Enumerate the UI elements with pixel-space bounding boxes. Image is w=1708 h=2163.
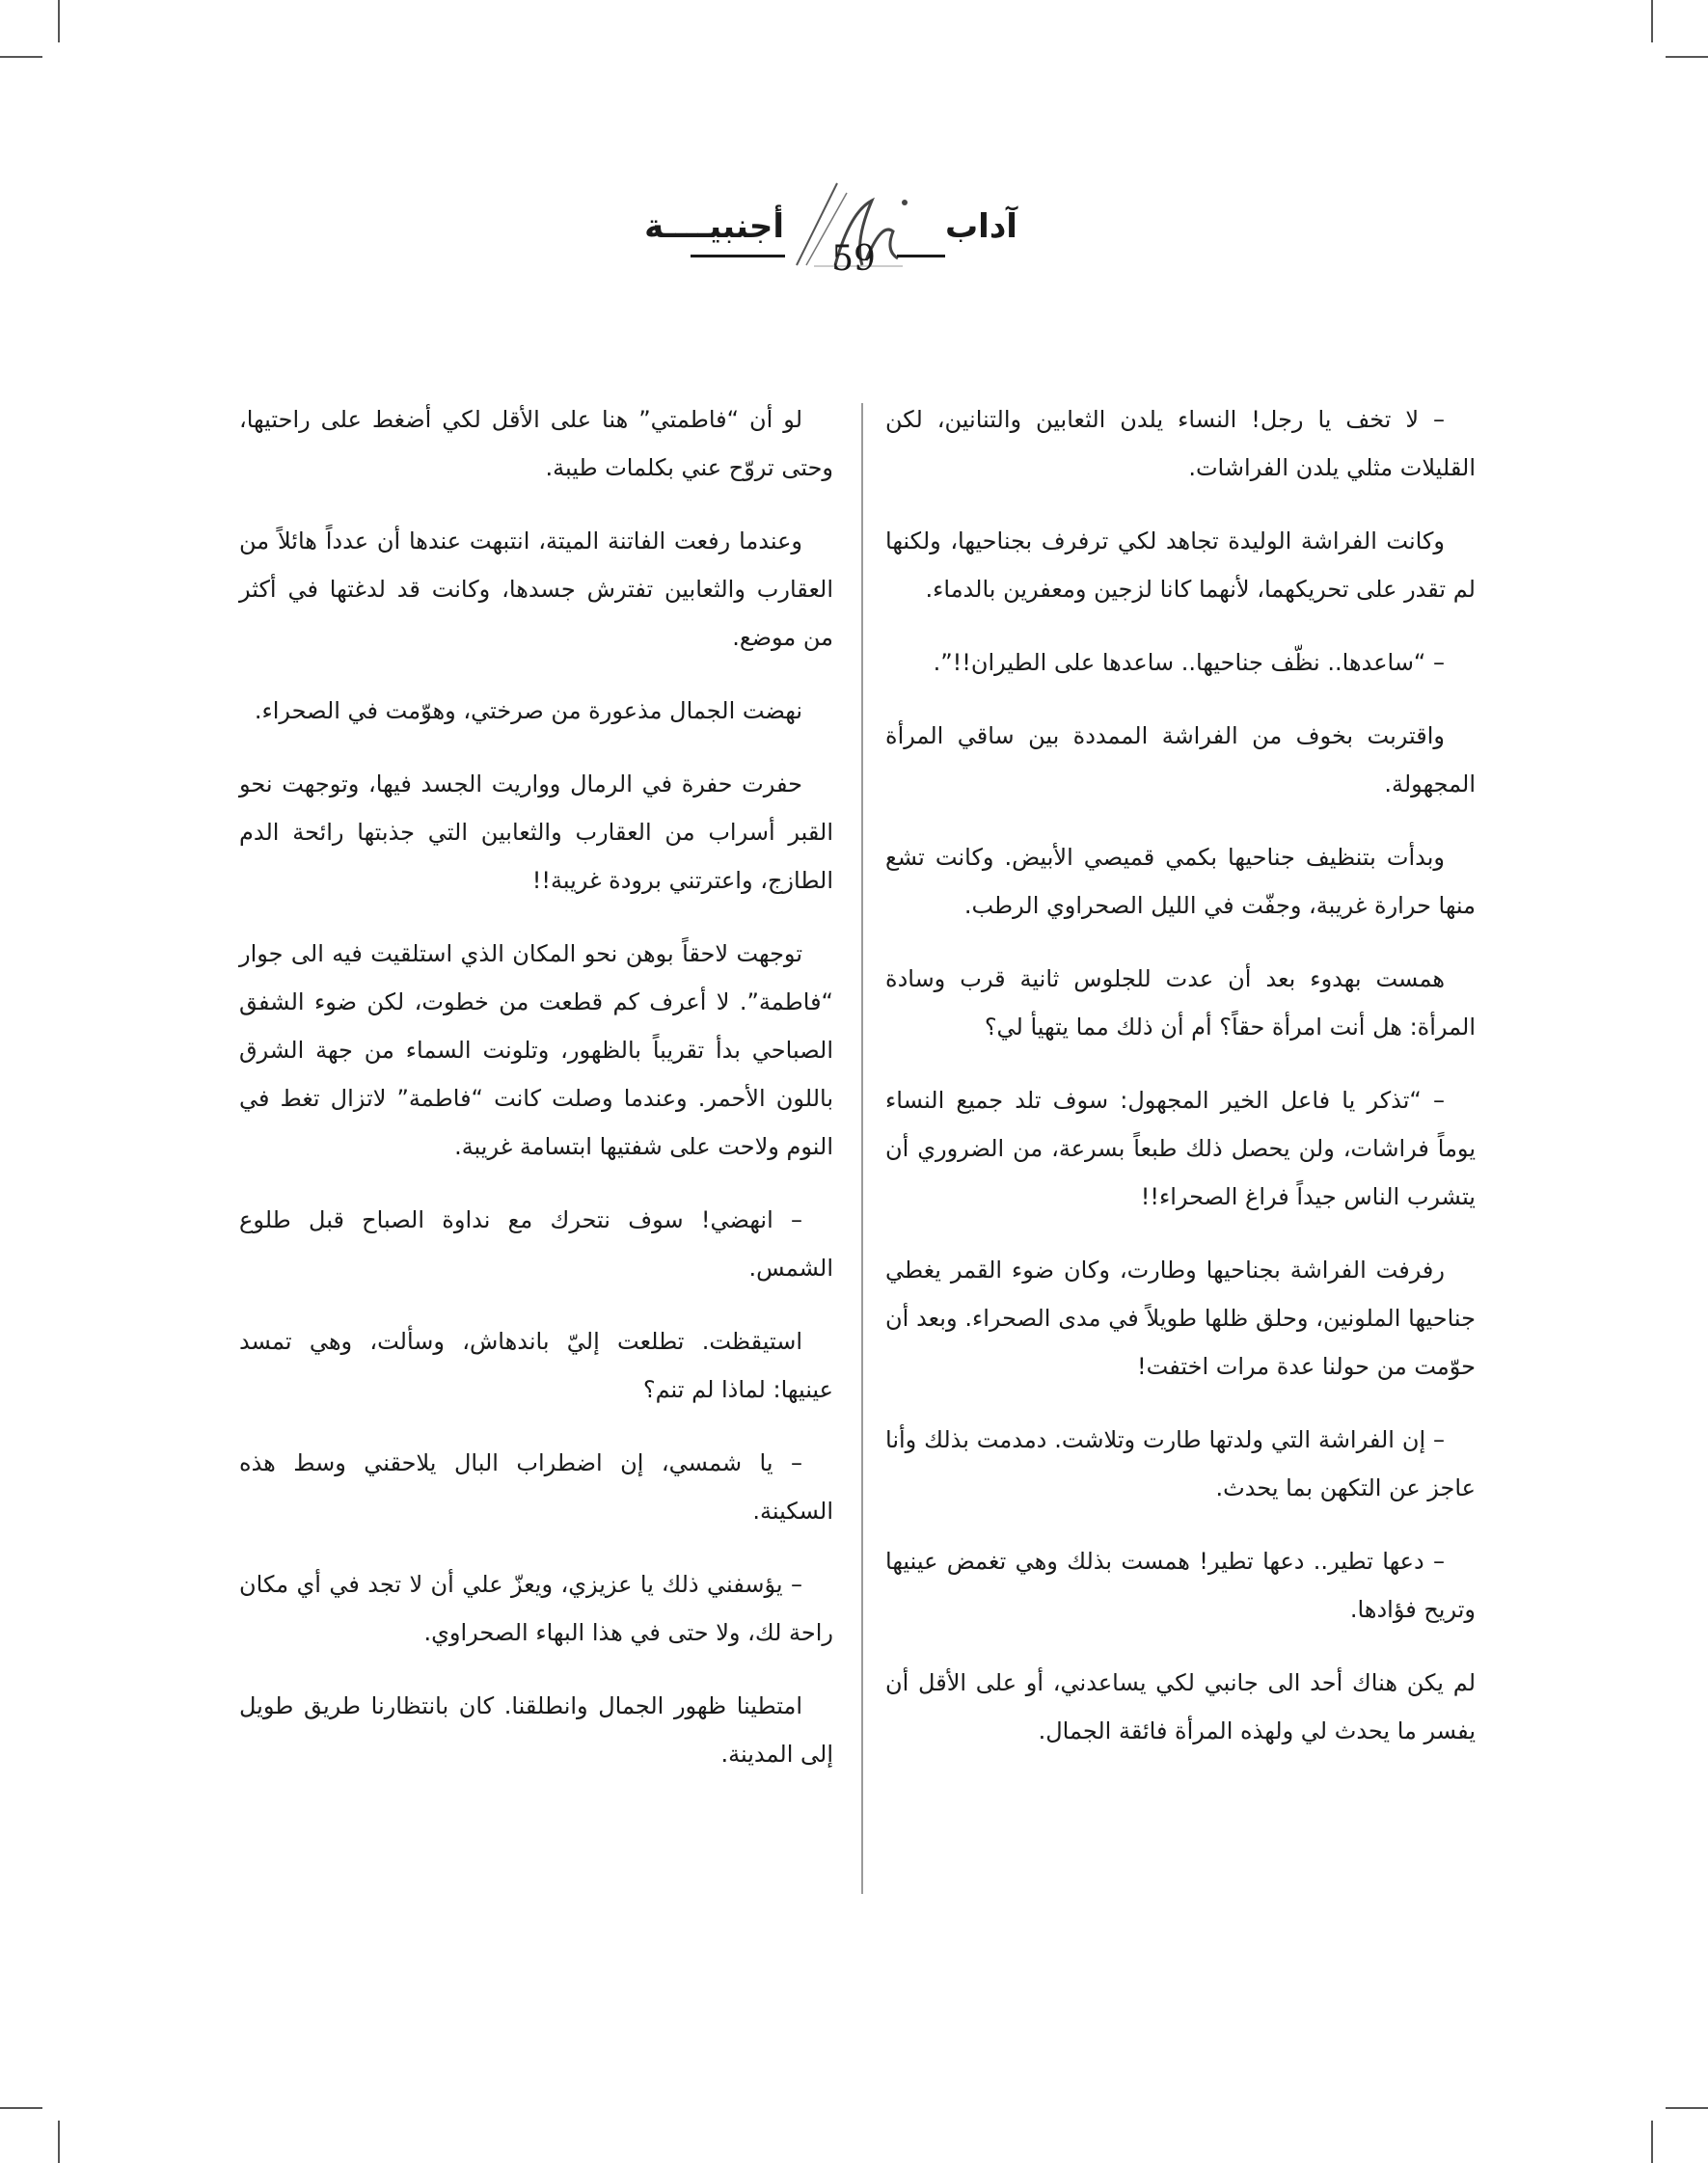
- paragraph: حفرت حفرة في الرمال وواريت الجسد فيها، وتوجهت نحو القبر أسراب من العقارب والثعابين التي جذبتها رائحة الدم الطازج، واعترتني برودة غريبة!!: [239, 771, 833, 894]
- header-rule: [691, 255, 785, 257]
- right-column: [885, 395, 1476, 1780]
- paragraph: – يا شمسي، إن اضطراب البال يلاحقني وسط هذه السكينة.: [239, 1449, 833, 1525]
- section-label-foreign: أجنبيــــة: [644, 207, 784, 246]
- header-rule: [897, 255, 945, 257]
- paragraph: – لا تخف يا رجل! النساء يلدن الثعابين والتنانين، لكن القليلات مثلي يلدن الفراشات.: [885, 406, 1476, 481]
- paragraph: استيقظت. تطلعت إليّ باندهاش، وسألت، وهي تمسد عينيها: لماذا لم تنم؟: [239, 1328, 833, 1403]
- crop-mark: [1651, 0, 1653, 42]
- crop-mark: [58, 2121, 60, 2163]
- paragraph: لم يكن هناك أحد الى جانبي لكي يساعدني، أو على الأقل أن يفسر ما يحدث لي ولهذه المرأة فائقة الجمال.: [885, 1669, 1476, 1744]
- crop-mark: [58, 0, 60, 42]
- paragraph: – إن الفراشة التي ولدتها طارت وتلاشت. دمدمت بذلك وأنا عاجز عن التكهن بما يحدث.: [885, 1426, 1476, 1501]
- paragraph: واقتربت بخوف من الفراشة الممددة بين ساقي المرأة المجهولة.: [885, 722, 1476, 798]
- crop-mark: [1651, 2121, 1653, 2163]
- paragraph: لو أن “فاطمتي” هنا على الأقل لكي أضغط على راحتيها، وحتى تروّح عني بكلمات طيبة.: [239, 406, 833, 481]
- crop-mark: [0, 2107, 42, 2109]
- crop-mark: [1666, 56, 1708, 58]
- paragraph: وكانت الفراشة الوليدة تجاهد لكي ترفرف بجناحيها، ولكنها لم تقدر على تحريكهما، لأنهما كانا لزجين ومعفرين بالدماء.: [885, 527, 1476, 603]
- paragraph: – انهضي! سوف نتحرك مع نداوة الصباح قبل طلوع الشمس.: [239, 1206, 833, 1282]
- paragraph: وبدأت بتنظيف جناحيها بكمي قميصي الأبيض. وكانت تشع منها حرارة غريبة، وجفّت في الليل الصحراوي الرطب.: [885, 844, 1476, 919]
- paragraph: رفرفت الفراشة بجناحيها وطارت، وكان ضوء القمر يغطي جناحيها الملونين، وحلق ظلها طويلاً في مدى الصحراء. وبعد أن حوّمت من حولنا عدة مرات اختفت!: [885, 1257, 1476, 1380]
- paragraph: – يؤسفني ذلك يا عزيزي، ويعزّ علي أن لا تجد في أي مكان راحة لك، ولا حتى في هذا البهاء الصحراوي.: [239, 1571, 833, 1646]
- paragraph: – “تذكر يا فاعل الخير المجهول: سوف تلد جميع النساء يوماً فراشات، ولن يحصل ذلك طبعاً بسرعة، من الضروري أن يتشرب الناس جيداً فراغ الصحراء!!: [885, 1087, 1476, 1210]
- column-divider: [861, 403, 863, 1894]
- section-label-literature: آداب: [945, 207, 1017, 246]
- paragraph: امتطينا ظهور الجمال وانطلقنا. كان بانتظارنا طريق طويل إلى المدينة.: [239, 1692, 833, 1768]
- crop-mark: [0, 56, 42, 58]
- paragraph: توجهت لاحقاً بوهن نحو المكان الذي استلقيت فيه الى جوار “فاطمة”. لا أعرف كم قطعت من خطوت، لكن ضوء الشفق الصباحي بدأ تقريباً بالظهور، وتلونت السماء من جهة الشرق باللون الأحمر. وعندما وصلت كانت “فاطمة” لاتزال تغط في النوم ولاحت على شفتيها ابتسامة غريبة.: [239, 940, 833, 1160]
- paragraph: نهضت الجمال مذعورة من صرختي، وهوّمت في الصحراء.: [254, 697, 802, 724]
- left-column: [239, 395, 833, 1803]
- paragraph: همست بهدوء بعد أن عدت للجلوس ثانية قرب وسادة المرأة: هل أنت امرأة حقاً؟ أم أن ذلك مما يتهيأ لي؟: [885, 965, 1476, 1041]
- paragraph: – دعها تطير.. دعها تطير! همست بذلك وهي تغمض عينيها وتريح فؤادها.: [885, 1548, 1476, 1623]
- paragraph: – “ساعدها.. نظّف جناحيها.. ساعدها على الطيران!!”.: [933, 649, 1445, 676]
- paragraph: وعندما رفعت الفاتنة الميتة، انتبهت عندها أن عدداً هائلاً من العقارب والثعابين تفترش جسدها، وكانت قد لدغتها في أكثر من موضع.: [239, 527, 833, 651]
- page-number: 59: [831, 239, 876, 279]
- crop-mark: [1666, 2107, 1708, 2109]
